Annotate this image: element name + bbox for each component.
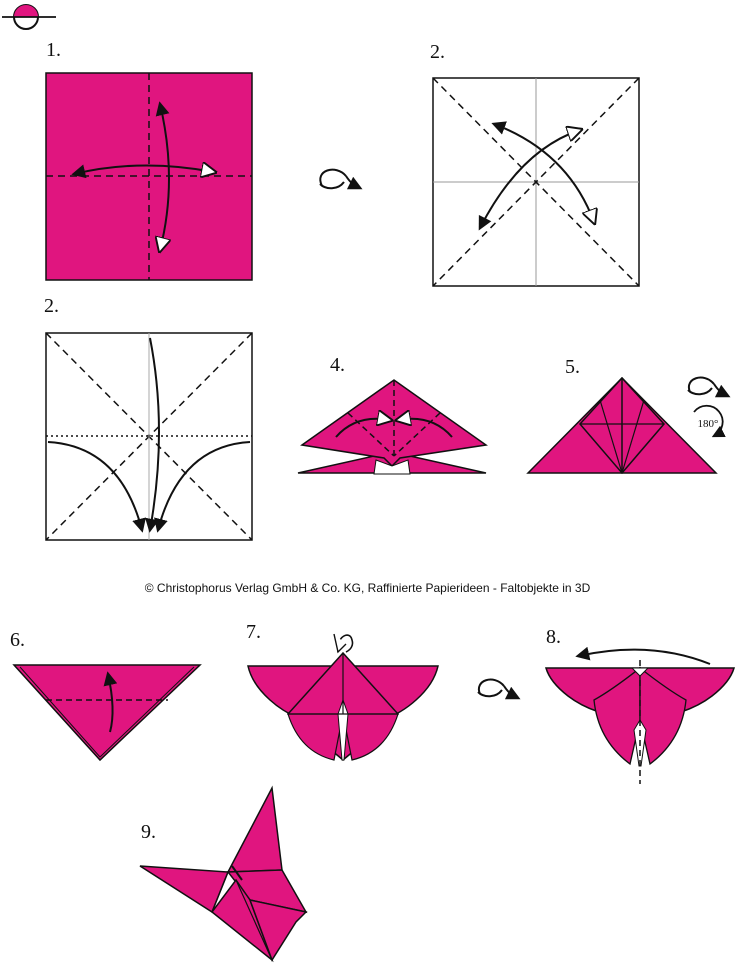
rotate-180-icon (694, 406, 723, 436)
step-3-label: 2. (44, 295, 59, 317)
step-5-label: 5. (565, 356, 580, 378)
flip-over-icon (478, 680, 518, 698)
step-8-label: 8. (546, 626, 561, 648)
step-4-figure (298, 380, 486, 474)
step-5-figure (528, 378, 716, 473)
step-6-figure (14, 665, 200, 760)
step-4-label: 4. (330, 354, 345, 376)
step-6-label: 6. (10, 629, 25, 651)
orientation-circle-icon (2, 5, 56, 29)
step-9-label: 9. (141, 821, 156, 843)
step-3-figure (46, 333, 252, 540)
step-7-figure (248, 634, 438, 760)
step-7-label: 7. (246, 621, 261, 643)
flip-over-icon (688, 378, 728, 396)
copyright-notice: © Christophorus Verlag GmbH & Co. KG, Raffinierte Papierideen - Faltobjekte in 3D (144, 581, 591, 595)
step-1-label: 1. (46, 39, 61, 61)
rotate-180-label: 180° (697, 418, 719, 430)
step-2-figure (433, 78, 639, 286)
step-9-figure (140, 788, 306, 960)
flip-over-icon (320, 170, 360, 189)
step-2-label: 2. (430, 41, 445, 63)
step-1-figure (46, 73, 252, 280)
step-8-figure (546, 650, 734, 784)
